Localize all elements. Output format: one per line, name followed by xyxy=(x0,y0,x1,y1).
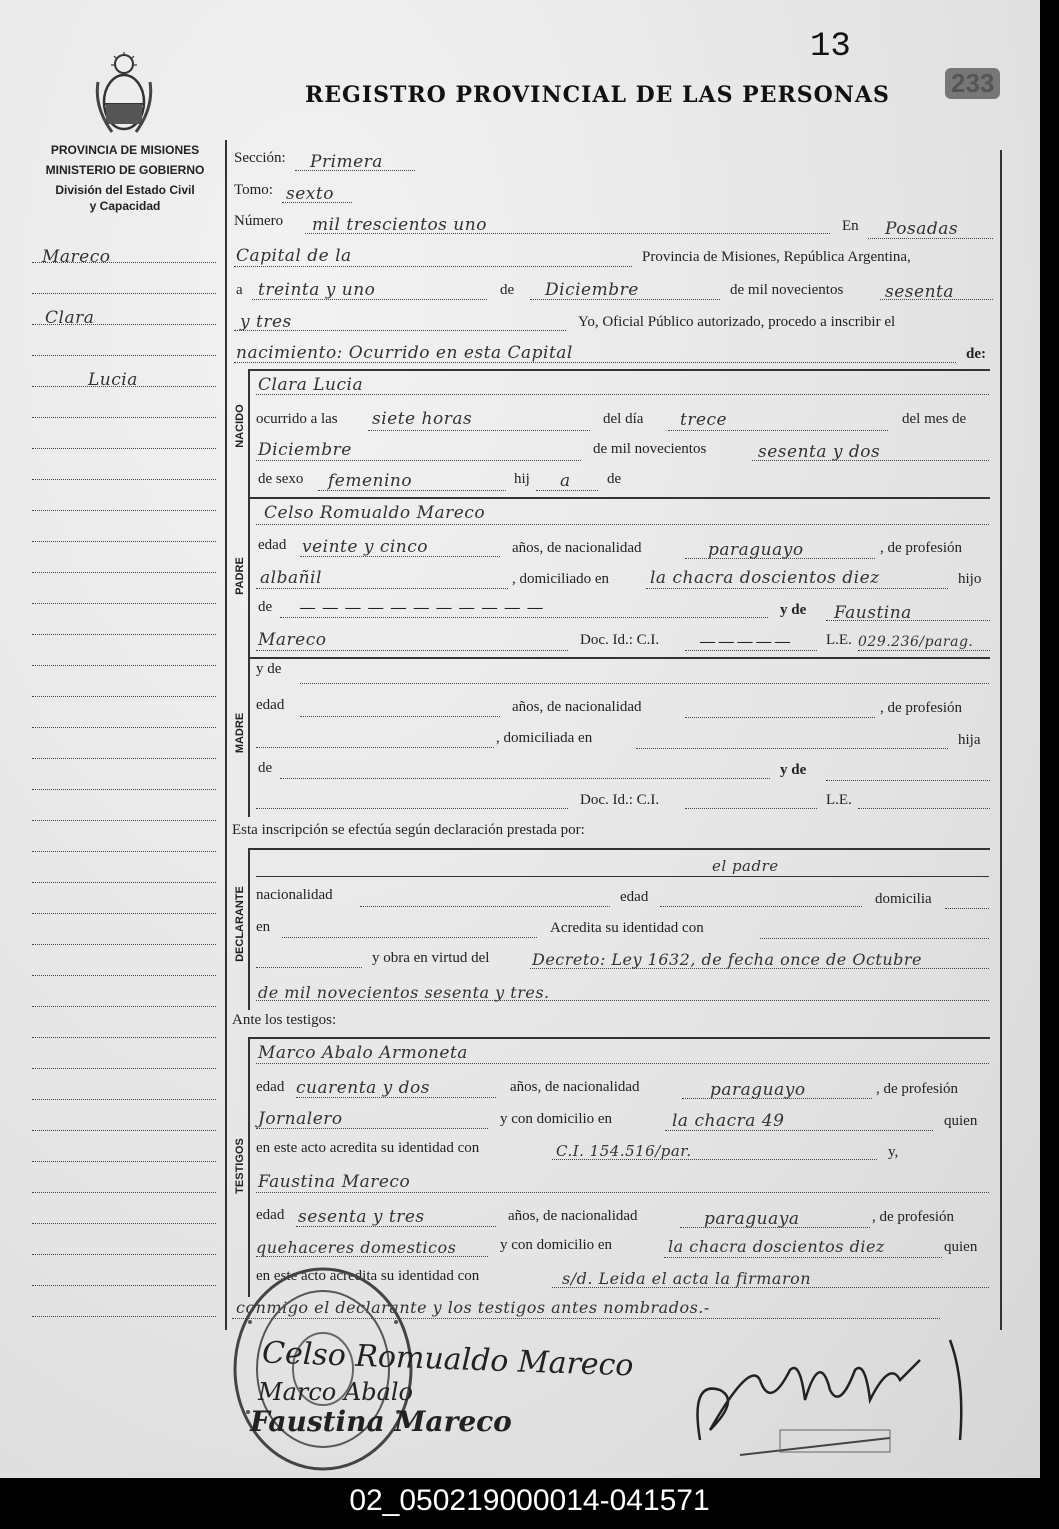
nacido-mil-label: de mil novecientos xyxy=(593,441,707,457)
nacido-top-rule xyxy=(248,369,990,371)
office-line-1: PROVINCIA DE MISIONES xyxy=(50,143,200,157)
testigo1-edad: cuarenta y dos xyxy=(296,1078,430,1098)
padre-top-rule xyxy=(248,497,990,499)
madre-nac-label: años, de nacionalidad xyxy=(512,699,642,715)
old-page-number: 233 xyxy=(945,68,1000,99)
ocurrido-label: ocurrido a las xyxy=(256,411,338,427)
testigo1-prof: Jornalero xyxy=(258,1109,343,1129)
declarante-acredita-label: Acredita su identidad con xyxy=(550,920,704,936)
padre-le-value: 029.236/parag. xyxy=(858,634,974,650)
anio-value-1: sesenta xyxy=(885,282,954,302)
margin-rule xyxy=(32,417,216,418)
coat-of-arms-icon xyxy=(92,52,156,138)
anio-value-2: y tres xyxy=(240,312,292,332)
margin-rule xyxy=(32,1316,216,1317)
sexo-label: de sexo xyxy=(258,471,304,487)
tomo-label: Tomo: xyxy=(234,182,273,198)
yo-label: Yo, Oficial Público autorizado, procedo a inscribir el xyxy=(578,314,896,330)
margin-rule xyxy=(32,975,216,976)
hij-label: hij xyxy=(514,471,530,487)
testigo1-acredita-label: en este acto acredita su identidad con xyxy=(256,1140,480,1156)
padre-doc-label: Doc. Id.: C.I. xyxy=(580,632,660,648)
testigos-intro: Ante los testigos: xyxy=(232,1012,337,1028)
margin-rule xyxy=(32,1192,216,1193)
nacido-anio-value: sesenta y dos xyxy=(758,442,881,462)
madre-section-label: MADRE xyxy=(234,712,246,754)
testigos-top-rule xyxy=(248,1037,990,1039)
hora-value: siete horas xyxy=(372,409,473,429)
signature-testigo-1: Marco Abalo xyxy=(258,1378,414,1406)
margin-rule xyxy=(32,820,216,821)
official-signature-scribble xyxy=(680,1320,1000,1470)
del-mes-label: del mes de xyxy=(902,411,967,427)
testigo2-edad: sesenta y tres xyxy=(298,1207,425,1227)
en-city-value: Posadas xyxy=(885,219,959,239)
padre-domicilio: la chacra doscientos diez xyxy=(650,568,880,588)
mes-value: Diciembre xyxy=(545,280,639,300)
madre-top-rule xyxy=(248,657,990,659)
margin-rule xyxy=(32,789,216,790)
testigo1-dom: la chacra 49 xyxy=(672,1111,785,1131)
image-code-footer: 02_050219000014-041571 xyxy=(349,1484,710,1517)
margin-surname: Mareco xyxy=(42,247,111,267)
testigo1-y-label: y, xyxy=(888,1144,899,1160)
margin-rule xyxy=(32,541,216,542)
madre-section-rule xyxy=(248,657,250,817)
a-label: a xyxy=(236,282,243,298)
testigo1-nombre: Marco Abalo Armoneta xyxy=(258,1043,468,1063)
testigo1-doc: C.I. 154.516/par. xyxy=(556,1142,692,1160)
padre-nombre: Celso Romualdo Mareco xyxy=(264,503,486,523)
madre-yde2-label: y de xyxy=(780,762,807,778)
padre-section-rule xyxy=(248,497,250,657)
margin-rule xyxy=(32,665,216,666)
margin-rule xyxy=(32,1068,216,1069)
margin-rule xyxy=(32,603,216,604)
declarante-en-label: en xyxy=(256,919,271,935)
seccion-value: Primera xyxy=(310,152,383,172)
madre-doc-label: Doc. Id.: C.I. xyxy=(580,792,660,808)
testigo2-edad-label: edad xyxy=(256,1207,285,1223)
testigo2-nac: paraguaya xyxy=(704,1209,800,1229)
declarante-top-rule xyxy=(248,848,990,850)
declarante-obra-value: Decreto: Ley 1632, de fecha once de Octubre xyxy=(532,950,923,969)
de-colon-label: de: xyxy=(966,346,986,362)
padre-dom-label: , domiciliado en xyxy=(512,571,610,587)
margin-rule xyxy=(32,355,216,356)
margin-rule xyxy=(32,913,216,914)
madre-de-label: de xyxy=(258,760,273,776)
padre-le-label: L.E. xyxy=(826,632,852,648)
margin-name-2: Lucia xyxy=(88,370,138,390)
main-right-border xyxy=(1000,150,1002,1330)
hij-suffix: a xyxy=(560,471,571,491)
sexo-value: femenino xyxy=(328,471,413,491)
margin-rule xyxy=(32,758,216,759)
page-number: 13 xyxy=(810,28,851,66)
margin-rule xyxy=(32,1099,216,1100)
tomo-value: sexto xyxy=(286,184,334,204)
testigos-section-label: TESTIGOS xyxy=(234,1138,246,1194)
declarante-edad-label: edad xyxy=(620,889,649,905)
margin-name-1: Clara xyxy=(45,308,95,328)
testigo1-quien-label: quien xyxy=(944,1113,978,1129)
margin-rule xyxy=(32,634,216,635)
document-title: REGISTRO PROVINCIAL DE LAS PERSONAS xyxy=(305,82,890,108)
padre-madre-de: Faustina xyxy=(834,603,912,623)
madre-le-label: L.E. xyxy=(826,792,852,808)
margin-rule xyxy=(32,696,216,697)
padre-nac-label: años, de nacionalidad xyxy=(512,540,642,556)
margin-rule xyxy=(32,1161,216,1162)
main-left-border xyxy=(225,140,227,1330)
numero-value: mil trescientos uno xyxy=(312,215,487,235)
declarante-intro: Esta inscripción se efectúa según declaración prestada por: xyxy=(232,822,585,838)
declarante-dom-label: domicilia xyxy=(875,891,932,907)
testigo2-dom: la chacra doscientos diez xyxy=(668,1237,885,1256)
testigo2-nombre: Faustina Mareco xyxy=(258,1172,411,1192)
office-line-2: MINISTERIO DE GOBIERNO xyxy=(45,163,205,177)
provincia-label: Provincia de Misiones, República Argentina, xyxy=(642,249,911,265)
padre-ci-value: — — — — — xyxy=(700,634,790,650)
mil-label-1: de mil novecientos xyxy=(730,282,844,298)
declarante-obra-value-2: de mil novecientos sesenta y tres. xyxy=(258,983,550,1002)
de-label-1: de xyxy=(500,282,515,298)
margin-rule xyxy=(32,293,216,294)
padre-de-label: de xyxy=(258,599,273,615)
testigo2-quien-label: quien xyxy=(944,1239,978,1255)
closing-text: conmigo el declarante y los testigos antes nombrados.- xyxy=(236,1298,710,1317)
madre-dom-label: , domiciliada en xyxy=(496,730,593,746)
testigos-section-rule xyxy=(248,1037,250,1297)
padre-de-value: — — — — — — — — — — — xyxy=(300,600,545,616)
margin-rule xyxy=(32,510,216,511)
margin-rule xyxy=(32,479,216,480)
padre-yde-label: y de xyxy=(780,602,807,618)
padre-section-label: PADRE xyxy=(234,557,246,595)
margin-rule xyxy=(32,1130,216,1131)
declarante-nombre: el padre xyxy=(712,857,779,875)
en-label: En xyxy=(842,218,859,234)
office-line-4: y Capacidad xyxy=(89,199,161,213)
testigo1-edad-label: edad xyxy=(256,1079,285,1095)
margin-rule xyxy=(32,448,216,449)
nacido-de-label: de xyxy=(607,471,622,487)
margin-rule xyxy=(32,727,216,728)
madre-hija-label: hija xyxy=(958,732,981,748)
testigo1-nac: paraguayo xyxy=(710,1080,806,1100)
margin-rule xyxy=(32,1254,216,1255)
margin-rule xyxy=(32,1223,216,1224)
nacido-section-label: NACIDO xyxy=(234,404,246,448)
padre-prof-label: , de profesión xyxy=(880,540,963,556)
capital-value: Capital de la xyxy=(236,246,352,266)
testigo2-doc: s/d. Leida el acta la firmaron xyxy=(562,1269,812,1288)
testigo2-prof: quehaceres domesticos xyxy=(256,1238,457,1257)
testigo1-dom-label: y con domicilio en xyxy=(500,1111,613,1127)
signature-declarante: Celso Romualdo Mareco xyxy=(261,1335,635,1384)
seccion-label: Sección: xyxy=(234,150,286,166)
madre-edad-label: edad xyxy=(256,697,285,713)
numero-label: Número xyxy=(234,213,284,229)
padre-edad-value: veinte y cinco xyxy=(302,537,429,557)
nacido-dia-value: trece xyxy=(680,410,728,430)
margin-rule xyxy=(32,572,216,573)
testigo2-dom-label: y con domicilio en xyxy=(500,1237,613,1253)
declarante-nac-label: nacionalidad xyxy=(256,887,333,903)
madre-yde-label: y de xyxy=(256,661,282,677)
dia-value: treinta y uno xyxy=(258,280,376,300)
testigo2-acredita-label: en este acto acredita su identidad con xyxy=(256,1268,480,1284)
margin-rule xyxy=(32,1037,216,1038)
margin-rule xyxy=(32,882,216,883)
declarante-obra-label: y obra en virtud del xyxy=(372,950,490,966)
acto-value: nacimiento: Ocurrido en esta Capital xyxy=(236,343,573,363)
margin-rule xyxy=(32,851,216,852)
testigo2-nac-label: años, de nacionalidad xyxy=(508,1208,638,1224)
declarante-section-rule xyxy=(248,848,250,1010)
del-dia-label: del día xyxy=(603,411,644,427)
padre-nacionalidad: paraguayo xyxy=(708,540,804,560)
padre-madre-de-2: Mareco xyxy=(258,630,327,650)
margin-rule xyxy=(32,1006,216,1007)
padre-profesion: albañil xyxy=(260,568,322,588)
signature-testigo-2: Faustina Mareco xyxy=(250,1405,512,1438)
padre-hijo-label: hijo xyxy=(958,571,982,587)
nacido-section-rule xyxy=(248,369,250,497)
margin-rule xyxy=(32,1285,216,1286)
padre-edad-label: edad xyxy=(258,537,287,553)
testigo2-prof-label: , de profesión xyxy=(872,1209,955,1225)
nacido-mes-value: Diciembre xyxy=(258,440,352,460)
margin-rule xyxy=(32,944,216,945)
declarante-section-label: DECLARANTE xyxy=(234,886,246,962)
office-line-3: División del Estado Civil xyxy=(55,183,195,197)
nacido-nombre: Clara Lucia xyxy=(258,375,364,395)
madre-prof-label: , de profesión xyxy=(880,700,963,716)
testigo1-prof-label: , de profesión xyxy=(876,1081,959,1097)
testigo1-nac-label: años, de nacionalidad xyxy=(510,1079,640,1095)
